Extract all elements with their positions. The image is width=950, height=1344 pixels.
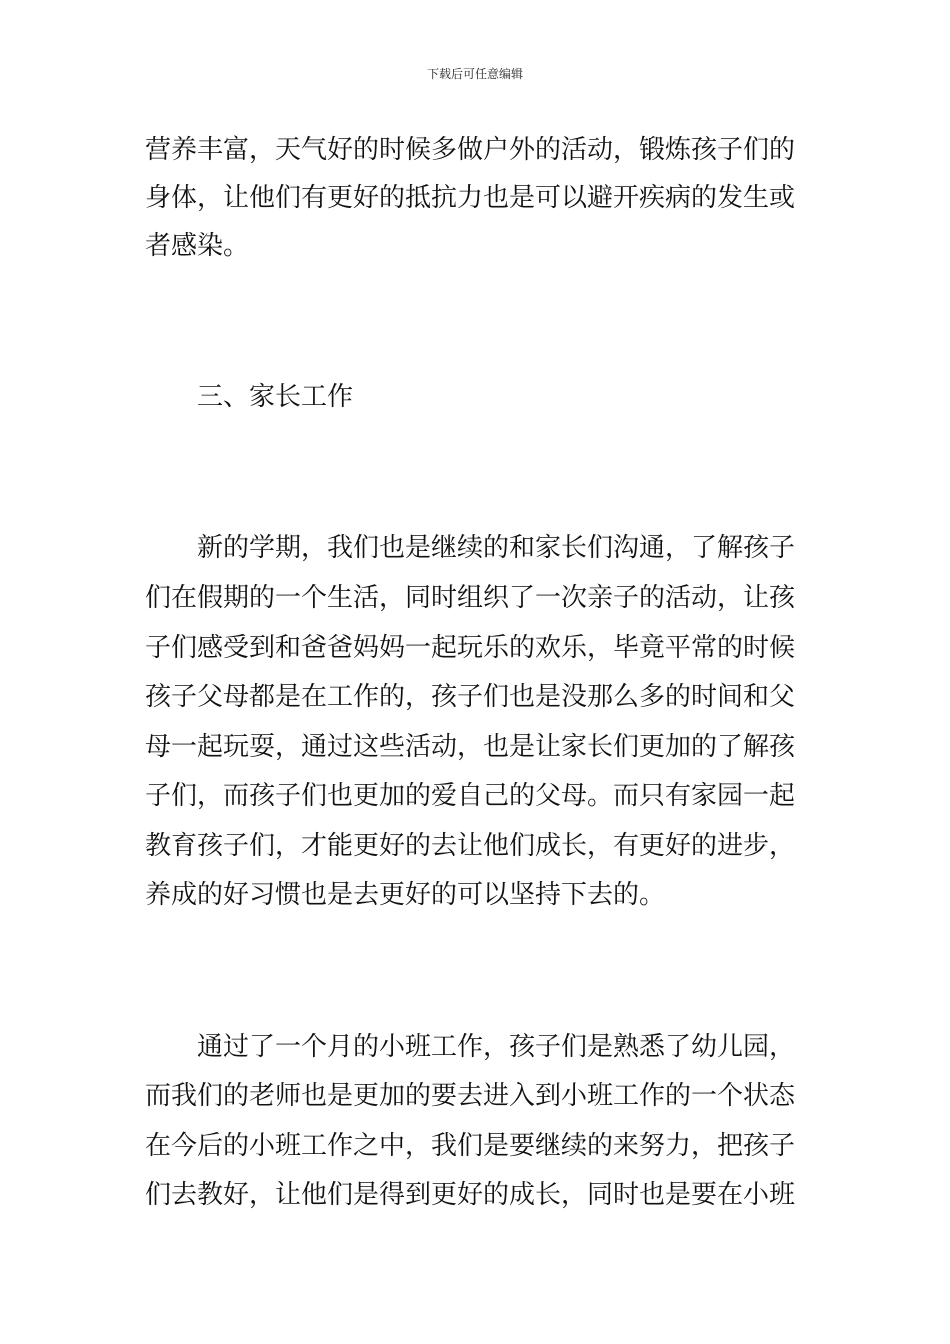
text-line: 孩子父母都是在工作的，孩子们也是没那么多的时间和父 (145, 682, 796, 712)
text-line: 通过了一个月的小班工作，孩子们是熟悉了幼儿园， (145, 1032, 796, 1062)
text-line: 教育孩子们，才能更好的去让他们成长，有更好的进步， (145, 831, 796, 861)
text-line: 新的学期，我们也是继续的和家长们沟通，了解孩子 (145, 533, 796, 563)
text-line: 养成的好习惯也是去更好的可以坚持下去的。 (145, 880, 666, 910)
text-line: 营养丰富，天气好的时候多做户外的活动，锻炼孩子们的 (145, 135, 796, 165)
text-line: 在今后的小班工作之中，我们是要继续的来努力，把孩子 (145, 1131, 796, 1161)
page-header: 下载后可任意编辑 (426, 67, 523, 81)
text-line: 母一起玩耍，通过这些活动，也是让家长们更加的了解孩 (145, 732, 796, 762)
section-heading: 三、家长工作 (145, 382, 354, 412)
text-line: 们在假期的一个生活，同时组织了一次亲子的活动，让孩 (145, 583, 796, 613)
text-line: 者感染。 (145, 231, 250, 261)
text-line: 们去教好，让他们是得到更好的成长，同时也是要在小班 (145, 1180, 796, 1210)
text-line: 子们，而孩子们也更加的爱自己的父母。而只有家园一起 (145, 781, 796, 811)
text-line: 身体，让他们有更好的抵抗力也是可以避开疾病的发生或 (145, 183, 796, 213)
text-line: 而我们的老师也是更加的要去进入到小班工作的一个状态 (145, 1081, 796, 1111)
text-line: 子们感受到和爸爸妈妈一起玩乐的欢乐，毕竟平常的时候 (145, 633, 796, 663)
